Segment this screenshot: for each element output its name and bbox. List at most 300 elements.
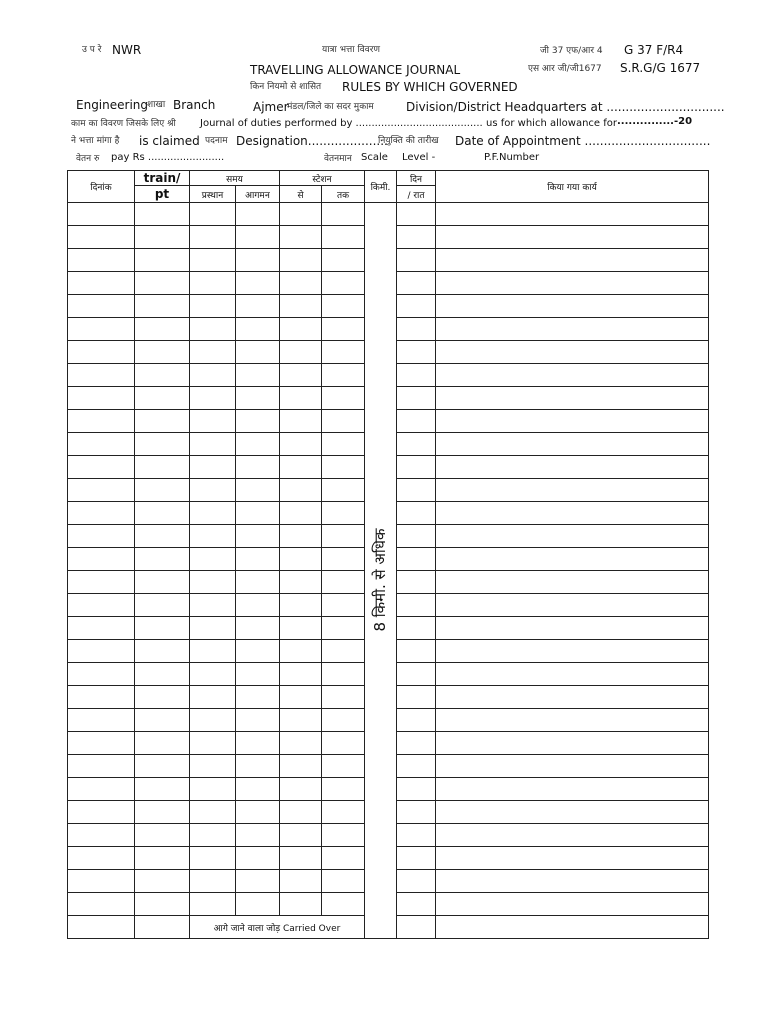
form-hindi: जी 37 एफ/आर 4 (540, 46, 603, 56)
journal-title: TRAVELLING ALLOWANCE JOURNAL (250, 63, 461, 77)
table-cell[interactable] (397, 548, 436, 571)
table-cell[interactable] (190, 387, 236, 410)
table-cell[interactable] (68, 893, 135, 916)
table-cell[interactable] (436, 387, 709, 410)
allowance-label: us for which allowance for (486, 118, 617, 129)
table-cell[interactable] (436, 479, 709, 502)
table-cell[interactable] (397, 640, 436, 663)
table-cell[interactable] (68, 525, 135, 548)
table-cell[interactable] (135, 893, 190, 916)
table-cell[interactable] (280, 479, 322, 502)
table-cell[interactable] (280, 732, 322, 755)
table-cell[interactable] (236, 410, 280, 433)
table-cell[interactable] (68, 824, 135, 847)
table-cell[interactable] (135, 502, 190, 525)
table-cell[interactable] (190, 709, 236, 732)
table-cell[interactable] (135, 640, 190, 663)
table-cell[interactable] (397, 341, 436, 364)
table-cell[interactable] (68, 318, 135, 341)
table-cell[interactable] (397, 272, 436, 295)
table-cell[interactable] (68, 502, 135, 525)
table-cell[interactable] (190, 663, 236, 686)
table-cell[interactable] (135, 295, 190, 318)
col-departure: प्रस्थान (190, 186, 236, 203)
col-from: से (280, 186, 322, 203)
table-cell[interactable] (436, 686, 709, 709)
table-cell[interactable] (322, 686, 365, 709)
table-cell[interactable] (322, 755, 365, 778)
table-cell[interactable] (190, 732, 236, 755)
table-cell[interactable] (135, 548, 190, 571)
table-cell[interactable] (135, 732, 190, 755)
table-cell[interactable] (236, 640, 280, 663)
table-cell[interactable] (397, 732, 436, 755)
table-cell[interactable] (436, 502, 709, 525)
division-hindi: मंडल/जिले का सदर मुकाम (287, 102, 374, 112)
table-cell[interactable] (322, 203, 365, 226)
table-cell[interactable] (68, 226, 135, 249)
table-cell[interactable] (322, 824, 365, 847)
table-cell[interactable] (68, 801, 135, 824)
table-cell[interactable] (190, 295, 236, 318)
table-cell[interactable] (280, 295, 322, 318)
table-cell[interactable] (236, 801, 280, 824)
table-cell[interactable] (190, 548, 236, 571)
table-cell[interactable] (436, 410, 709, 433)
table-cell[interactable] (190, 410, 236, 433)
col-station: स्टेशन (280, 171, 365, 186)
table-cell[interactable] (236, 525, 280, 548)
table-cell[interactable] (322, 502, 365, 525)
table-cell[interactable] (236, 272, 280, 295)
branch-label: Branch (173, 98, 216, 112)
table-cell[interactable] (280, 778, 322, 801)
table-cell[interactable] (322, 571, 365, 594)
table-cell[interactable] (397, 571, 436, 594)
table-cell[interactable] (68, 479, 135, 502)
level-label: Level - (402, 152, 436, 163)
table-cell[interactable] (280, 203, 322, 226)
table-cell[interactable] (280, 364, 322, 387)
table-cell[interactable] (135, 571, 190, 594)
table-cell[interactable] (135, 824, 190, 847)
srg-hindi: एस आर जी/जी1677 (528, 64, 602, 74)
table-cell[interactable] (280, 226, 322, 249)
table-cell[interactable] (436, 617, 709, 640)
table-cell[interactable] (436, 226, 709, 249)
designation-field: Designation..................... (236, 134, 388, 148)
table-cell[interactable] (436, 203, 709, 226)
vertical-note-text: 8 किमी. से अधिक (371, 528, 389, 632)
table-cell[interactable] (190, 341, 236, 364)
table-cell[interactable] (322, 732, 365, 755)
table-cell[interactable] (436, 318, 709, 341)
table-cell[interactable] (397, 916, 436, 939)
table-cell[interactable] (322, 272, 365, 295)
table-cell[interactable] (190, 456, 236, 479)
carried-over-hindi: आगे जाने वाला जोड़ (213, 923, 281, 934)
table-cell[interactable] (280, 410, 322, 433)
table-cell[interactable] (236, 548, 280, 571)
table-cell[interactable] (190, 686, 236, 709)
table-cell[interactable] (397, 686, 436, 709)
table-cell[interactable] (236, 433, 280, 456)
table-cell[interactable] (280, 249, 322, 272)
table-cell[interactable] (322, 801, 365, 824)
table-cell[interactable] (397, 847, 436, 870)
table-cell[interactable] (322, 410, 365, 433)
table-cell[interactable] (280, 686, 322, 709)
table-cell[interactable] (397, 249, 436, 272)
col-work: किया गया कार्य (436, 171, 709, 203)
table-cell[interactable] (190, 226, 236, 249)
table-cell[interactable] (68, 387, 135, 410)
table-cell[interactable] (397, 203, 436, 226)
table-cell[interactable] (236, 709, 280, 732)
table-cell[interactable] (280, 525, 322, 548)
table-cell[interactable] (280, 709, 322, 732)
table-cell[interactable] (190, 571, 236, 594)
table-cell[interactable] (436, 341, 709, 364)
table-cell[interactable] (236, 318, 280, 341)
table-cell[interactable] (68, 272, 135, 295)
table-cell[interactable] (236, 594, 280, 617)
table-cell[interactable] (135, 249, 190, 272)
table-cell[interactable] (322, 548, 365, 571)
table-cell[interactable] (135, 272, 190, 295)
table-cell[interactable] (190, 824, 236, 847)
table-cell[interactable] (322, 341, 365, 364)
table-cell[interactable] (135, 916, 190, 939)
table-cell[interactable] (190, 617, 236, 640)
table-cell[interactable] (436, 295, 709, 318)
scale-label: Scale (361, 152, 388, 163)
col-time: समय (190, 171, 280, 186)
table-cell[interactable] (397, 318, 436, 341)
table-cell[interactable] (280, 617, 322, 640)
table-cell[interactable] (135, 686, 190, 709)
table-cell[interactable] (436, 801, 709, 824)
table-cell[interactable] (68, 778, 135, 801)
col-night: / रात (397, 186, 436, 203)
table-cell[interactable] (280, 272, 322, 295)
table-cell[interactable] (322, 709, 365, 732)
col-pt: pt (135, 186, 190, 203)
table-cell[interactable] (68, 203, 135, 226)
table-cell[interactable] (236, 387, 280, 410)
table-cell[interactable] (236, 824, 280, 847)
table-cell[interactable] (436, 870, 709, 893)
scale-hindi: वेतनमान (324, 154, 352, 164)
table-cell[interactable] (135, 870, 190, 893)
table-cell[interactable] (322, 318, 365, 341)
table-cell[interactable] (322, 364, 365, 387)
table-cell[interactable] (135, 479, 190, 502)
table-cell[interactable] (135, 341, 190, 364)
table-cell[interactable] (436, 755, 709, 778)
table-cell[interactable] (397, 364, 436, 387)
table-cell[interactable] (236, 364, 280, 387)
table-cell[interactable] (68, 663, 135, 686)
table-cell[interactable] (68, 548, 135, 571)
table-cell[interactable] (68, 410, 135, 433)
table-cell[interactable] (135, 525, 190, 548)
table-cell[interactable] (280, 456, 322, 479)
table-cell[interactable] (280, 824, 322, 847)
table-cell[interactable] (280, 755, 322, 778)
table-cell[interactable] (236, 203, 280, 226)
table-cell[interactable] (236, 663, 280, 686)
table-cell[interactable] (135, 387, 190, 410)
table-cell[interactable] (280, 801, 322, 824)
journal-hindi: काम का विवरण जिसके लिए श्री (71, 119, 176, 129)
col-km: किमी. (365, 171, 397, 203)
table-cell[interactable] (68, 709, 135, 732)
form-number: G 37 F/R4 (624, 43, 684, 57)
table-cell[interactable] (280, 502, 322, 525)
km-vertical-note (364, 510, 396, 650)
table-cell[interactable] (397, 663, 436, 686)
table-cell[interactable] (68, 295, 135, 318)
table-cell[interactable] (135, 617, 190, 640)
table-cell[interactable] (280, 318, 322, 341)
table-cell[interactable] (236, 249, 280, 272)
table-cell[interactable] (236, 571, 280, 594)
table-cell[interactable] (322, 663, 365, 686)
table-cell[interactable] (68, 364, 135, 387)
table-cell[interactable] (190, 847, 236, 870)
table-cell[interactable] (280, 870, 322, 893)
table-cell[interactable] (436, 640, 709, 663)
table-cell[interactable] (397, 387, 436, 410)
col-day: दिन (397, 171, 436, 186)
journal-field: Journal of duties performed by ........................................ (200, 118, 483, 129)
pay-hindi: वेतन रु (76, 154, 100, 164)
table-cell[interactable] (280, 387, 322, 410)
table-cell[interactable] (436, 893, 709, 916)
table-cell[interactable] (190, 801, 236, 824)
carried-over-label (190, 916, 365, 939)
table-cell[interactable] (135, 410, 190, 433)
table-cell[interactable] (397, 617, 436, 640)
table-cell[interactable] (190, 318, 236, 341)
table-cell[interactable] (436, 571, 709, 594)
table-cell[interactable] (236, 870, 280, 893)
table-cell[interactable] (280, 341, 322, 364)
table-cell[interactable] (280, 594, 322, 617)
appointment-field: Date of Appointment ................................. (455, 134, 711, 148)
table-cell[interactable] (397, 295, 436, 318)
table-cell[interactable] (280, 893, 322, 916)
table-cell[interactable] (322, 847, 365, 870)
table-cell[interactable] (397, 801, 436, 824)
table-cell[interactable] (322, 893, 365, 916)
ajmer-label: Ajmer (253, 100, 289, 114)
table-cell[interactable] (322, 249, 365, 272)
table-cell[interactable] (236, 847, 280, 870)
table-cell[interactable] (436, 709, 709, 732)
table-cell[interactable] (436, 456, 709, 479)
table-cell[interactable] (135, 433, 190, 456)
table-cell[interactable] (397, 824, 436, 847)
table-cell[interactable] (397, 870, 436, 893)
allowance-year: ...............-20 (617, 116, 693, 127)
table-cell[interactable] (236, 893, 280, 916)
table-cell[interactable] (397, 778, 436, 801)
table-cell[interactable] (280, 640, 322, 663)
table-cell[interactable] (135, 663, 190, 686)
table-cell[interactable] (68, 916, 135, 939)
table-cell[interactable] (322, 640, 365, 663)
table-cell[interactable] (135, 755, 190, 778)
table-cell[interactable] (436, 732, 709, 755)
table-cell[interactable] (436, 778, 709, 801)
table-cell[interactable] (322, 479, 365, 502)
table-cell[interactable] (190, 433, 236, 456)
table-cell[interactable] (190, 893, 236, 916)
org-hindi: उ प रे (82, 45, 102, 55)
col-to: तक (322, 186, 365, 203)
table-cell[interactable] (322, 525, 365, 548)
table-cell[interactable] (397, 433, 436, 456)
table-cell[interactable] (436, 364, 709, 387)
table-cell[interactable] (190, 249, 236, 272)
division-field: Division/District Headquarters at ............................... (406, 100, 725, 114)
table-cell[interactable] (436, 824, 709, 847)
table-cell[interactable] (135, 226, 190, 249)
table-cell[interactable] (322, 226, 365, 249)
table-cell[interactable] (135, 203, 190, 226)
table-cell[interactable] (68, 617, 135, 640)
table-cell[interactable] (397, 226, 436, 249)
table-cell[interactable] (280, 548, 322, 571)
table-row (68, 203, 709, 226)
table-cell[interactable] (68, 456, 135, 479)
table-cell[interactable] (436, 525, 709, 548)
table-cell[interactable] (397, 479, 436, 502)
table-cell[interactable] (190, 870, 236, 893)
table-cell[interactable] (322, 617, 365, 640)
table-cell[interactable] (397, 525, 436, 548)
table-cell[interactable] (436, 433, 709, 456)
table-cell[interactable] (236, 295, 280, 318)
table-cell[interactable] (135, 318, 190, 341)
table-cell[interactable] (397, 410, 436, 433)
table-cell[interactable] (322, 387, 365, 410)
table-cell[interactable] (68, 594, 135, 617)
table-cell[interactable] (322, 433, 365, 456)
claimed-hindi: ने भत्ता मांगा है (71, 136, 120, 146)
rules-hindi: किन नियमो से शासित (250, 82, 322, 92)
table-cell[interactable] (68, 755, 135, 778)
table-cell[interactable] (135, 778, 190, 801)
table-cell[interactable] (397, 709, 436, 732)
table-cell[interactable] (436, 272, 709, 295)
table-cell[interactable] (190, 203, 236, 226)
pay-field: pay Rs ........................ (111, 152, 225, 163)
table-cell[interactable] (68, 640, 135, 663)
table-cell[interactable] (436, 916, 709, 939)
table-cell[interactable] (322, 456, 365, 479)
table-cell[interactable] (236, 732, 280, 755)
table-cell[interactable] (190, 479, 236, 502)
table-cell[interactable] (236, 502, 280, 525)
srg-number: S.R.G/G 1677 (620, 61, 701, 75)
branch-hindi: शाखा (147, 100, 166, 110)
claimed-label: is claimed (139, 134, 200, 148)
table-cell[interactable] (190, 755, 236, 778)
table-cell[interactable] (68, 249, 135, 272)
table-cell[interactable] (68, 847, 135, 870)
table-cell[interactable] (436, 249, 709, 272)
table-cell[interactable] (280, 433, 322, 456)
table-cell[interactable] (397, 755, 436, 778)
table-cell[interactable] (236, 341, 280, 364)
table-cell[interactable] (236, 456, 280, 479)
table-cell[interactable] (190, 525, 236, 548)
table-cell[interactable] (280, 571, 322, 594)
table-cell[interactable] (190, 640, 236, 663)
appointment-hindi: नियुक्ति की तारीख (378, 136, 439, 146)
table-cell[interactable] (322, 778, 365, 801)
table-cell[interactable] (280, 663, 322, 686)
engineering-label: Engineering (76, 98, 148, 112)
table-cell[interactable] (68, 571, 135, 594)
table-cell[interactable] (190, 272, 236, 295)
title-hindi: यात्रा भत्ता विवरण (322, 45, 380, 55)
table-cell[interactable] (236, 226, 280, 249)
table-cell[interactable] (135, 847, 190, 870)
table-cell[interactable] (68, 732, 135, 755)
table-cell[interactable] (236, 686, 280, 709)
table-cell[interactable] (397, 594, 436, 617)
table-cell[interactable] (397, 893, 436, 916)
table-cell[interactable] (68, 686, 135, 709)
table-cell[interactable] (68, 433, 135, 456)
rules-title: RULES BY WHICH GOVERNED (342, 80, 518, 94)
org-code: NWR (112, 43, 142, 57)
table-cell[interactable] (436, 847, 709, 870)
table-cell[interactable] (68, 341, 135, 364)
table-cell[interactable] (135, 456, 190, 479)
table-cell[interactable] (322, 870, 365, 893)
table-cell[interactable] (135, 709, 190, 732)
table-cell[interactable] (322, 295, 365, 318)
table-cell[interactable] (236, 479, 280, 502)
col-arrival: आगमन (236, 186, 280, 203)
designation-hindi: पदनाम (205, 136, 228, 146)
table-cell[interactable] (280, 847, 322, 870)
table-cell[interactable] (190, 502, 236, 525)
table-cell[interactable] (397, 456, 436, 479)
table-cell[interactable] (322, 594, 365, 617)
table-cell[interactable] (236, 755, 280, 778)
table-cell[interactable] (236, 778, 280, 801)
table-cell[interactable] (135, 594, 190, 617)
table-cell[interactable] (135, 364, 190, 387)
table-cell[interactable] (135, 801, 190, 824)
table-cell[interactable] (190, 778, 236, 801)
table-cell[interactable] (397, 502, 436, 525)
table-cell[interactable] (436, 594, 709, 617)
col-train: train/ (135, 171, 190, 186)
table-cell[interactable] (236, 617, 280, 640)
table-cell[interactable] (190, 364, 236, 387)
table-cell[interactable] (190, 594, 236, 617)
table-cell[interactable] (436, 548, 709, 571)
table-cell[interactable] (436, 663, 709, 686)
table-cell[interactable] (68, 870, 135, 893)
